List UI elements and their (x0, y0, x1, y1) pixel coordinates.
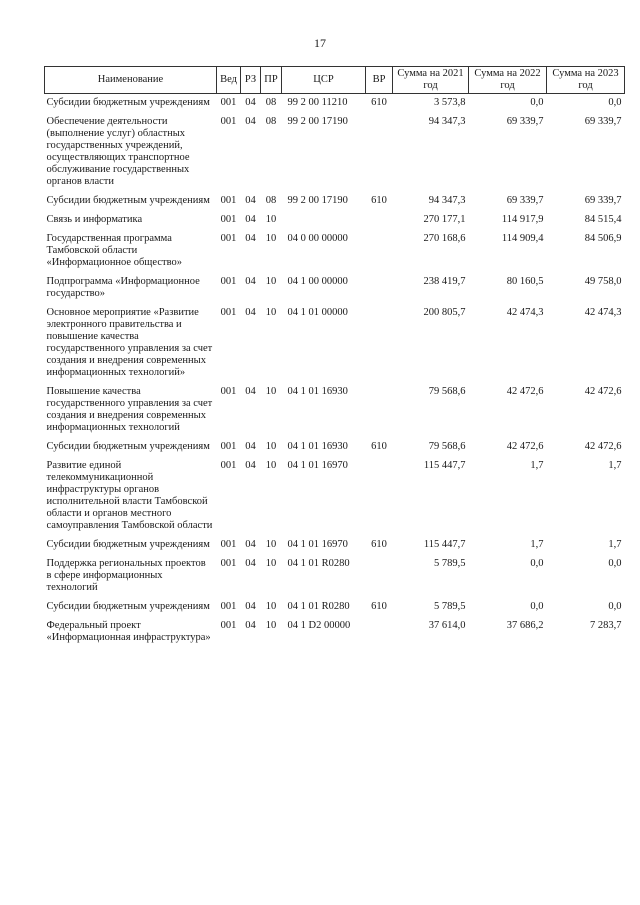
page-number: 17 (314, 36, 326, 50)
table-header-row (45, 67, 625, 94)
row-vr (366, 383, 393, 438)
row-sum-2022: 0,0 (530, 601, 544, 612)
row-name: Повышение качества государственного управления за счет создания и внедрения современных информационных технологий (46, 386, 213, 433)
row-rz: 04 (245, 441, 256, 452)
row-rz: 04 (245, 620, 256, 631)
row-csr: 99 2 00 17190 (287, 116, 348, 127)
row-pr: 10 (265, 233, 277, 244)
row-sum-2023: 7 283,7 (590, 620, 622, 631)
table-row (45, 94, 625, 114)
row-rz: 04 (245, 195, 256, 206)
row-sum-2023: 84 515,4 (584, 214, 622, 225)
row-sum-2021: 5 789,5 (434, 558, 466, 569)
row-csr: 04 0 00 00000 (287, 233, 348, 244)
row-ved: 001 (220, 460, 237, 471)
row-name: Субсидии бюджетным учреждениям (46, 97, 210, 108)
row-ved: 001 (220, 116, 237, 127)
row-ved: 001 (220, 97, 237, 108)
row-vr: 610 (371, 195, 387, 206)
row-sum-2023: 0,0 (608, 97, 622, 108)
row-pr: 10 (265, 539, 277, 550)
row-sum-2022: 37 686,2 (506, 620, 544, 631)
row-sum-2021: 79 568,6 (428, 386, 466, 397)
row-sum-2021: 3 573,8 (434, 97, 466, 108)
header-vr: ВР (366, 67, 393, 94)
row-sum-2022: 1,7 (530, 460, 544, 471)
row-pr: 10 (265, 386, 277, 397)
row-vr (366, 113, 393, 192)
row-sum-2023: 49 758,0 (584, 276, 622, 287)
row-csr: 04 1 01 16930 (287, 386, 348, 397)
row-name: Поддержка региональных проектов в сфере информационных технологий (46, 558, 206, 593)
row-pr: 10 (265, 214, 277, 225)
row-sum-2023: 42 472,6 (584, 386, 622, 397)
row-sum-2023: 84 506,9 (584, 233, 622, 244)
table-row (45, 598, 625, 617)
table-row (45, 304, 625, 383)
row-sum-2021: 200 805,7 (423, 307, 466, 318)
row-vr: 610 (371, 97, 387, 108)
header-sum-2022: Сумма на 2022 год (469, 67, 547, 94)
row-sum-2022: 114 909,4 (501, 233, 544, 244)
row-ved: 001 (220, 441, 237, 452)
row-vr (366, 230, 393, 273)
row-sum-2022: 69 339,7 (506, 195, 544, 206)
row-ved: 001 (220, 233, 237, 244)
row-rz: 04 (245, 276, 256, 287)
row-ved: 001 (220, 276, 237, 287)
row-sum-2022: 42 472,6 (506, 441, 544, 452)
row-sum-2021: 79 568,6 (428, 441, 466, 452)
table-row (45, 617, 625, 648)
row-csr (282, 211, 366, 230)
row-name: Субсидии бюджетным учреждениям (46, 539, 210, 550)
row-sum-2023: 42 474,3 (584, 307, 622, 318)
row-name: Субсидии бюджетным учреждениям (46, 195, 210, 206)
row-sum-2022: 0,0 (530, 558, 544, 569)
row-csr: 04 1 01 R0280 (287, 558, 350, 569)
row-sum-2021: 94 347,3 (428, 116, 466, 127)
row-rz: 04 (245, 116, 256, 127)
row-rz: 04 (245, 214, 256, 225)
row-sum-2021: 37 614,0 (428, 620, 466, 631)
row-sum-2022: 80 160,5 (506, 276, 544, 287)
row-pr: 10 (265, 276, 277, 287)
row-sum-2023: 42 472,6 (584, 441, 622, 452)
row-csr: 04 1 01 16970 (287, 539, 348, 550)
row-vr (366, 273, 393, 304)
row-rz: 04 (245, 307, 256, 318)
row-rz: 04 (245, 558, 256, 569)
row-name: Обеспечение деятельности (выполнение услуг) областных государственных учреждений, осуществляющих транспортное обслуживание государственных органов власти (46, 116, 190, 187)
row-csr: 04 1 01 R0280 (287, 601, 350, 612)
row-sum-2022: 1,7 (530, 539, 544, 550)
table-row (45, 383, 625, 438)
row-name: Развитие единой телекоммуникационной инфраструктуры органов исполнительной власти Тамбовской области и органов местного самоуправления Тамбовской области (46, 460, 213, 531)
row-csr: 04 1 01 16970 (287, 460, 348, 471)
row-pr: 10 (265, 307, 277, 318)
table-row (45, 273, 625, 304)
table-row (45, 211, 625, 230)
row-rz: 04 (245, 460, 256, 471)
header-csr: ЦСР (282, 67, 366, 94)
row-csr: 04 1 00 00000 (287, 276, 348, 287)
row-name: Основное мероприятие «Развитие электронного правительства и повышение качества государственного управления за счет создания и внедрения современных информационных технологий» (46, 307, 213, 378)
row-pr: 10 (265, 558, 277, 569)
row-name: Субсидии бюджетным учреждениям (46, 441, 210, 452)
table-row (45, 192, 625, 211)
row-pr: 08 (265, 195, 277, 206)
row-pr: 10 (265, 441, 277, 452)
row-ved: 001 (220, 558, 237, 569)
header-sum-2023: Сумма на 2023 год (547, 67, 625, 94)
budget-table (44, 66, 625, 648)
row-pr: 08 (265, 116, 277, 127)
row-sum-2023: 0,0 (608, 558, 622, 569)
row-ved: 001 (220, 307, 237, 318)
header-pr: ПР (261, 67, 282, 94)
row-ved: 001 (220, 214, 237, 225)
row-csr: 04 1 D2 00000 (287, 620, 351, 631)
row-ved: 001 (220, 601, 237, 612)
row-sum-2022: 114 917,9 (501, 214, 544, 225)
row-name: Федеральный проект «Информационная инфраструктура» (46, 620, 211, 643)
row-sum-2023: 1,7 (608, 460, 622, 471)
row-pr: 10 (265, 460, 277, 471)
header-ved: Вед (217, 67, 241, 94)
row-name: Связь и информатика (46, 214, 143, 225)
row-vr (366, 211, 393, 230)
row-csr: 99 2 00 11210 (287, 97, 348, 108)
row-rz: 04 (245, 386, 256, 397)
row-sum-2023: 69 339,7 (584, 116, 622, 127)
table-row (45, 230, 625, 273)
row-vr: 610 (371, 441, 387, 452)
row-name: Государственная программа Тамбовской области «Информационное общество» (46, 233, 182, 268)
row-pr: 08 (265, 97, 277, 108)
table-row (45, 438, 625, 457)
row-sum-2023: 1,7 (608, 539, 622, 550)
row-ved: 001 (220, 386, 237, 397)
row-rz: 04 (245, 539, 256, 550)
row-ved: 001 (220, 195, 237, 206)
row-sum-2023: 0,0 (608, 601, 622, 612)
row-vr: 610 (371, 601, 387, 612)
row-vr (366, 617, 393, 648)
row-sum-2023: 69 339,7 (584, 195, 622, 206)
row-csr: 99 2 00 17190 (287, 195, 348, 206)
table-row (45, 457, 625, 536)
row-csr: 04 1 01 16930 (287, 441, 348, 452)
row-ved: 001 (220, 620, 237, 631)
row-sum-2022: 42 472,6 (506, 386, 544, 397)
row-name: Субсидии бюджетным учреждениям (46, 601, 210, 612)
row-vr (366, 304, 393, 383)
table-row (45, 555, 625, 598)
row-ved: 001 (220, 539, 237, 550)
row-sum-2021: 238 419,7 (423, 276, 466, 287)
row-sum-2022: 69 339,7 (506, 116, 544, 127)
header-sum-2021: Сумма на 2021 год (393, 67, 469, 94)
row-rz: 04 (245, 601, 256, 612)
row-sum-2021: 5 789,5 (434, 601, 466, 612)
row-pr: 10 (265, 601, 277, 612)
row-vr: 610 (371, 539, 387, 550)
header-name: Наименование (45, 67, 217, 94)
row-vr (366, 457, 393, 536)
row-sum-2022: 42 474,3 (506, 307, 544, 318)
row-vr (366, 555, 393, 598)
row-sum-2021: 270 177,1 (423, 214, 466, 225)
row-csr: 04 1 01 00000 (287, 307, 348, 318)
row-sum-2021: 115 447,7 (423, 539, 466, 550)
table-row (45, 113, 625, 192)
row-sum-2021: 115 447,7 (423, 460, 466, 471)
row-pr: 10 (265, 620, 277, 631)
header-rz: РЗ (241, 67, 261, 94)
row-sum-2021: 270 168,6 (423, 233, 466, 244)
row-rz: 04 (245, 97, 256, 108)
row-rz: 04 (245, 233, 256, 244)
row-sum-2022: 0,0 (530, 97, 544, 108)
table-row (45, 536, 625, 555)
row-name: Подпрограмма «Информационное государство» (46, 276, 200, 299)
row-sum-2021: 94 347,3 (428, 195, 466, 206)
